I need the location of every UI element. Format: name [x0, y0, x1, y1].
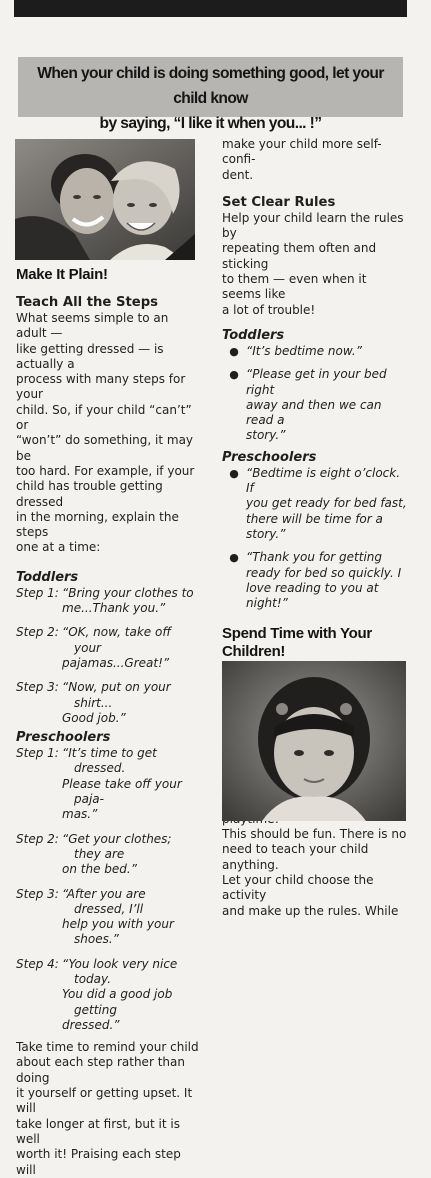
step-line: “You look very nice today. — [62, 956, 178, 986]
text-line: worth it! Praising each step will — [16, 1147, 181, 1177]
preschool-step-2 — [16, 832, 200, 878]
step-text — [62, 746, 200, 822]
text-line: like getting dressed — is actually a — [16, 341, 164, 371]
bullet-line: love reading to you at night!” — [246, 580, 379, 611]
step-text — [62, 680, 200, 726]
bullet-line: “Thank you for getting — [246, 550, 383, 565]
text-line: Take time to remind your child — [16, 1040, 199, 1055]
text-line: and make up the rules. While — [222, 903, 399, 918]
toddler-step-3 — [16, 680, 200, 726]
toddler-step-1 — [16, 586, 200, 617]
continued-paragraph — [222, 137, 408, 183]
text-line: process with many steps for your — [16, 372, 186, 402]
text-line: take longer at first, but it is well — [16, 1116, 180, 1146]
text-line: dent. — [222, 167, 254, 182]
text-line: “won’t” do something, it may be — [16, 433, 194, 463]
text-line: child. So, if your child “can’t” or — [16, 402, 192, 433]
step-line: Please take off your paja- — [62, 776, 182, 807]
heading-spend-time: Spend Time with Your Children! — [222, 625, 372, 661]
step-line: You did a good job getting — [62, 987, 173, 1017]
text-line: This should be fun. There is no — [222, 827, 407, 842]
banner-line-2: by saying, “I like it when you... !” — [99, 115, 322, 132]
text-line: it yourself or getting upset. It will — [16, 1086, 193, 1116]
bullet-line: story.” — [246, 428, 286, 443]
father-child-illustration — [15, 139, 195, 260]
bullet-line: away and then we can read a — [246, 397, 382, 428]
text-line: Let your child choose the activity — [222, 872, 374, 903]
bullet-text — [246, 550, 408, 611]
preschool-step-1 — [16, 746, 200, 822]
step-label: Step 3: — [16, 680, 59, 695]
step-line: “After you are dressed, I’ll — [62, 886, 146, 916]
bullet-line: “Bedtime is eight o’clock. If — [246, 465, 401, 496]
step-line: on the bed.” — [62, 862, 137, 877]
bullet-item — [222, 550, 408, 611]
preschoolers-heading-right: Preschoolers — [222, 449, 317, 465]
step-line: me...Thank you.” — [62, 601, 166, 616]
heading-set-clear-rules: Set Clear Rules — [222, 194, 336, 210]
step-label: Step 1: — [16, 585, 59, 600]
heading-make-it-plain: Make It Plain! — [16, 266, 108, 283]
text-line: Help your child learn the rules by — [222, 210, 404, 241]
left-column — [16, 266, 200, 1178]
step-text — [62, 957, 200, 1033]
heading-teach-steps: Teach All the Steps — [16, 295, 158, 310]
step-text — [62, 625, 200, 671]
step-label: Step 1: — [16, 746, 59, 761]
girl-photo — [222, 661, 406, 821]
top-black-bar — [14, 0, 407, 17]
toddler-step-2 — [16, 625, 200, 671]
bullet-dot-icon: ● — [229, 466, 239, 480]
text-line: too hard. For example, if your — [16, 463, 195, 478]
step-line: “It’s time to get dressed. — [62, 746, 157, 776]
step-text — [62, 832, 200, 878]
step-label: Step 2: — [16, 831, 59, 846]
step-text — [62, 586, 200, 617]
step-line: “Bring your clothes to — [62, 585, 194, 600]
bullet-dot-icon: ● — [229, 551, 239, 565]
bullet-text — [246, 466, 408, 542]
bullet-dot-icon: ● — [229, 344, 239, 358]
step-line: pajamas...Great!” — [62, 655, 170, 670]
step-line: “Now, put on your shirt... — [62, 680, 171, 710]
preschool-step-3 — [16, 887, 200, 948]
bullet-line: there will be time for a story.” — [246, 511, 383, 541]
text-line: about each step rather than doing — [16, 1055, 185, 1085]
step-line: “OK, now, take off your — [62, 625, 171, 655]
banner-line-1: When your child is doing something good, let your child know — [37, 65, 384, 107]
text-line: child has trouble getting dressed — [16, 479, 163, 509]
bullet-line: you get ready for bed fast, — [246, 496, 407, 511]
step-text — [62, 887, 200, 948]
bullet-text — [246, 344, 408, 359]
step-line: help you with your shoes.” — [62, 917, 174, 947]
step-label: Step 3: — [16, 886, 59, 901]
bullet-item — [222, 466, 408, 542]
intro-paragraph — [16, 311, 200, 556]
father-child-photo — [15, 139, 195, 260]
bullet-line: “Please get in your bed right — [246, 367, 387, 397]
bullet-dot-icon: ● — [229, 368, 239, 382]
text-line: repeating them often and sticking — [222, 241, 377, 271]
toddlers-heading: Toddlers — [16, 569, 79, 585]
text-line: What seems simple to an adult — — [16, 311, 169, 341]
rules-paragraph — [222, 211, 408, 318]
toddlers-heading-right: Toddlers — [222, 327, 285, 343]
text-line: need to teach your child anything. — [222, 842, 369, 872]
toddler-bullets — [222, 344, 408, 444]
preschool-bullets — [222, 466, 408, 612]
tip-banner — [18, 57, 403, 132]
closing-paragraph — [16, 1040, 200, 1178]
bullet-text — [246, 367, 408, 443]
text-line: one at a time: — [16, 540, 101, 555]
preschool-step-4 — [16, 957, 200, 1033]
step-line: dressed.” — [62, 1017, 120, 1032]
step-line: “Get your clothes; they are — [62, 831, 172, 861]
girl-illustration — [222, 661, 406, 821]
step-label: Step 2: — [16, 625, 59, 640]
bullet-line: “It’s bedtime now.” — [246, 343, 362, 358]
step-label: Step 4: — [16, 956, 59, 971]
text-line: to them — even when it seems like — [222, 272, 367, 302]
bullet-item — [222, 367, 408, 443]
bullet-line: ready for bed so quickly. I — [246, 565, 402, 580]
step-line: mas.” — [62, 807, 98, 822]
step-line: Good job.” — [62, 710, 126, 725]
text-line: in the morning, explain the steps — [16, 509, 179, 540]
text-line: a lot of trouble! — [222, 302, 316, 317]
preschoolers-heading: Preschoolers — [16, 730, 111, 746]
text-line: make your child more self-confi- — [222, 137, 382, 167]
bullet-item — [222, 344, 408, 359]
